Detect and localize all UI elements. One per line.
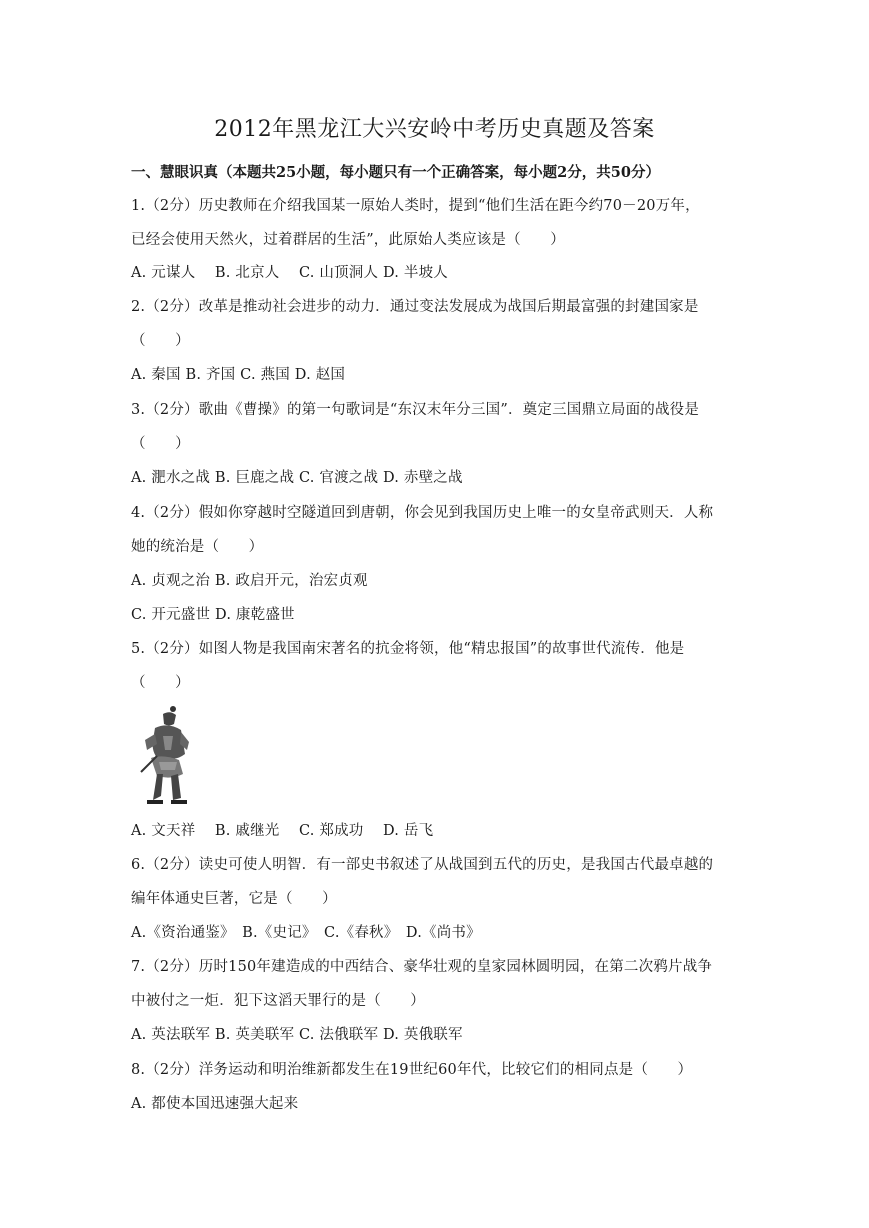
question-7-text-cont: 中被付之一炬．犯下这滔天罪行的是（ ） [131, 993, 425, 1009]
question-5-text-cont: （ ） [131, 675, 190, 691]
question-3-text: 3.（2分）歌曲《曹操》的第一句歌词是“东汉末年分三国”．奠定三国鼎立局面的战役是 [131, 402, 700, 418]
question-2-options: A. 秦国 B. 齐国 C. 燕国 D. 赵国 [131, 367, 346, 383]
question-4-options-1: A. 贞观之治 B. 政启开元，治宏贞观 [131, 573, 368, 589]
question-7-options: A. 英法联军 B. 英美联军 C. 法俄联军 D. 英俄联军 [131, 1027, 463, 1043]
question-6-text: 6.（2分）读史可使人明智．有一部史书叙述了从战国到五代的历史，是我国古代最卓越的 [131, 857, 714, 873]
warrior-figure-icon [133, 700, 195, 808]
section-heading: 一、慧眼识真（本题共25小题，每小题只有一个正确答案，每小题2分，共50分） [131, 164, 660, 181]
question-4-text: 4.（2分）假如你穿越时空隧道回到唐朝，你会见到我国历史上唯一的女皇帝武则天．人称 [131, 505, 714, 521]
question-3-text-cont: （ ） [131, 436, 190, 452]
question-1-options: A. 元谋人 B. 北京人 C. 山顶洞人 D. 半坡人 [131, 265, 449, 281]
question-2-text-cont: （ ） [131, 333, 190, 349]
question-8-text: 8.（2分）洋务运动和明治维新都发生在19世纪60年代，比较它们的相同点是（ ） [131, 1062, 693, 1078]
question-3-options: A. 淝水之战 B. 巨鹿之战 C. 官渡之战 D. 赤壁之战 [131, 470, 463, 486]
question-6-options: A.《资治通鉴》 B.《史记》 C.《春秋》 D.《尚书》 [131, 925, 481, 941]
page-title: 2012年黑龙江大兴安岭中考历史真题及答案 [214, 117, 655, 142]
question-7-text: 7.（2分）历时150年建造成的中西结合、豪华壮观的皇家园林圆明园，在第二次鸦片战争 [131, 959, 713, 975]
question-1-text-cont: 已经会使用天然火，过着群居的生活”，此原始人类应该是（ ） [131, 232, 565, 248]
question-5-options: A. 文天祥 B. 戚继光 C. 郑成功 D. 岳飞 [131, 823, 434, 839]
question-4-text-cont: 她的统治是（ ） [131, 539, 264, 555]
question-5-text: 5.（2分）如图人物是我国南宋著名的抗金将领，他“精忠报国”的故事世代流传．他是 [131, 641, 685, 657]
question-2-text: 2.（2分）改革是推动社会进步的动力．通过变法发展成为战国后期最富强的封建国家是 [131, 299, 699, 315]
question-1-text: 1.（2分）历史教师在介绍我国某一原始人类时，提到“他们生活在距今约70－20万年， [131, 198, 700, 214]
question-8-option-a: A. 都使本国迅速强大起来 [131, 1096, 299, 1112]
question-4-options-2: C. 开元盛世 D. 康乾盛世 [131, 607, 295, 623]
question-6-text-cont: 编年体通史巨著，它是（ ） [131, 891, 337, 907]
